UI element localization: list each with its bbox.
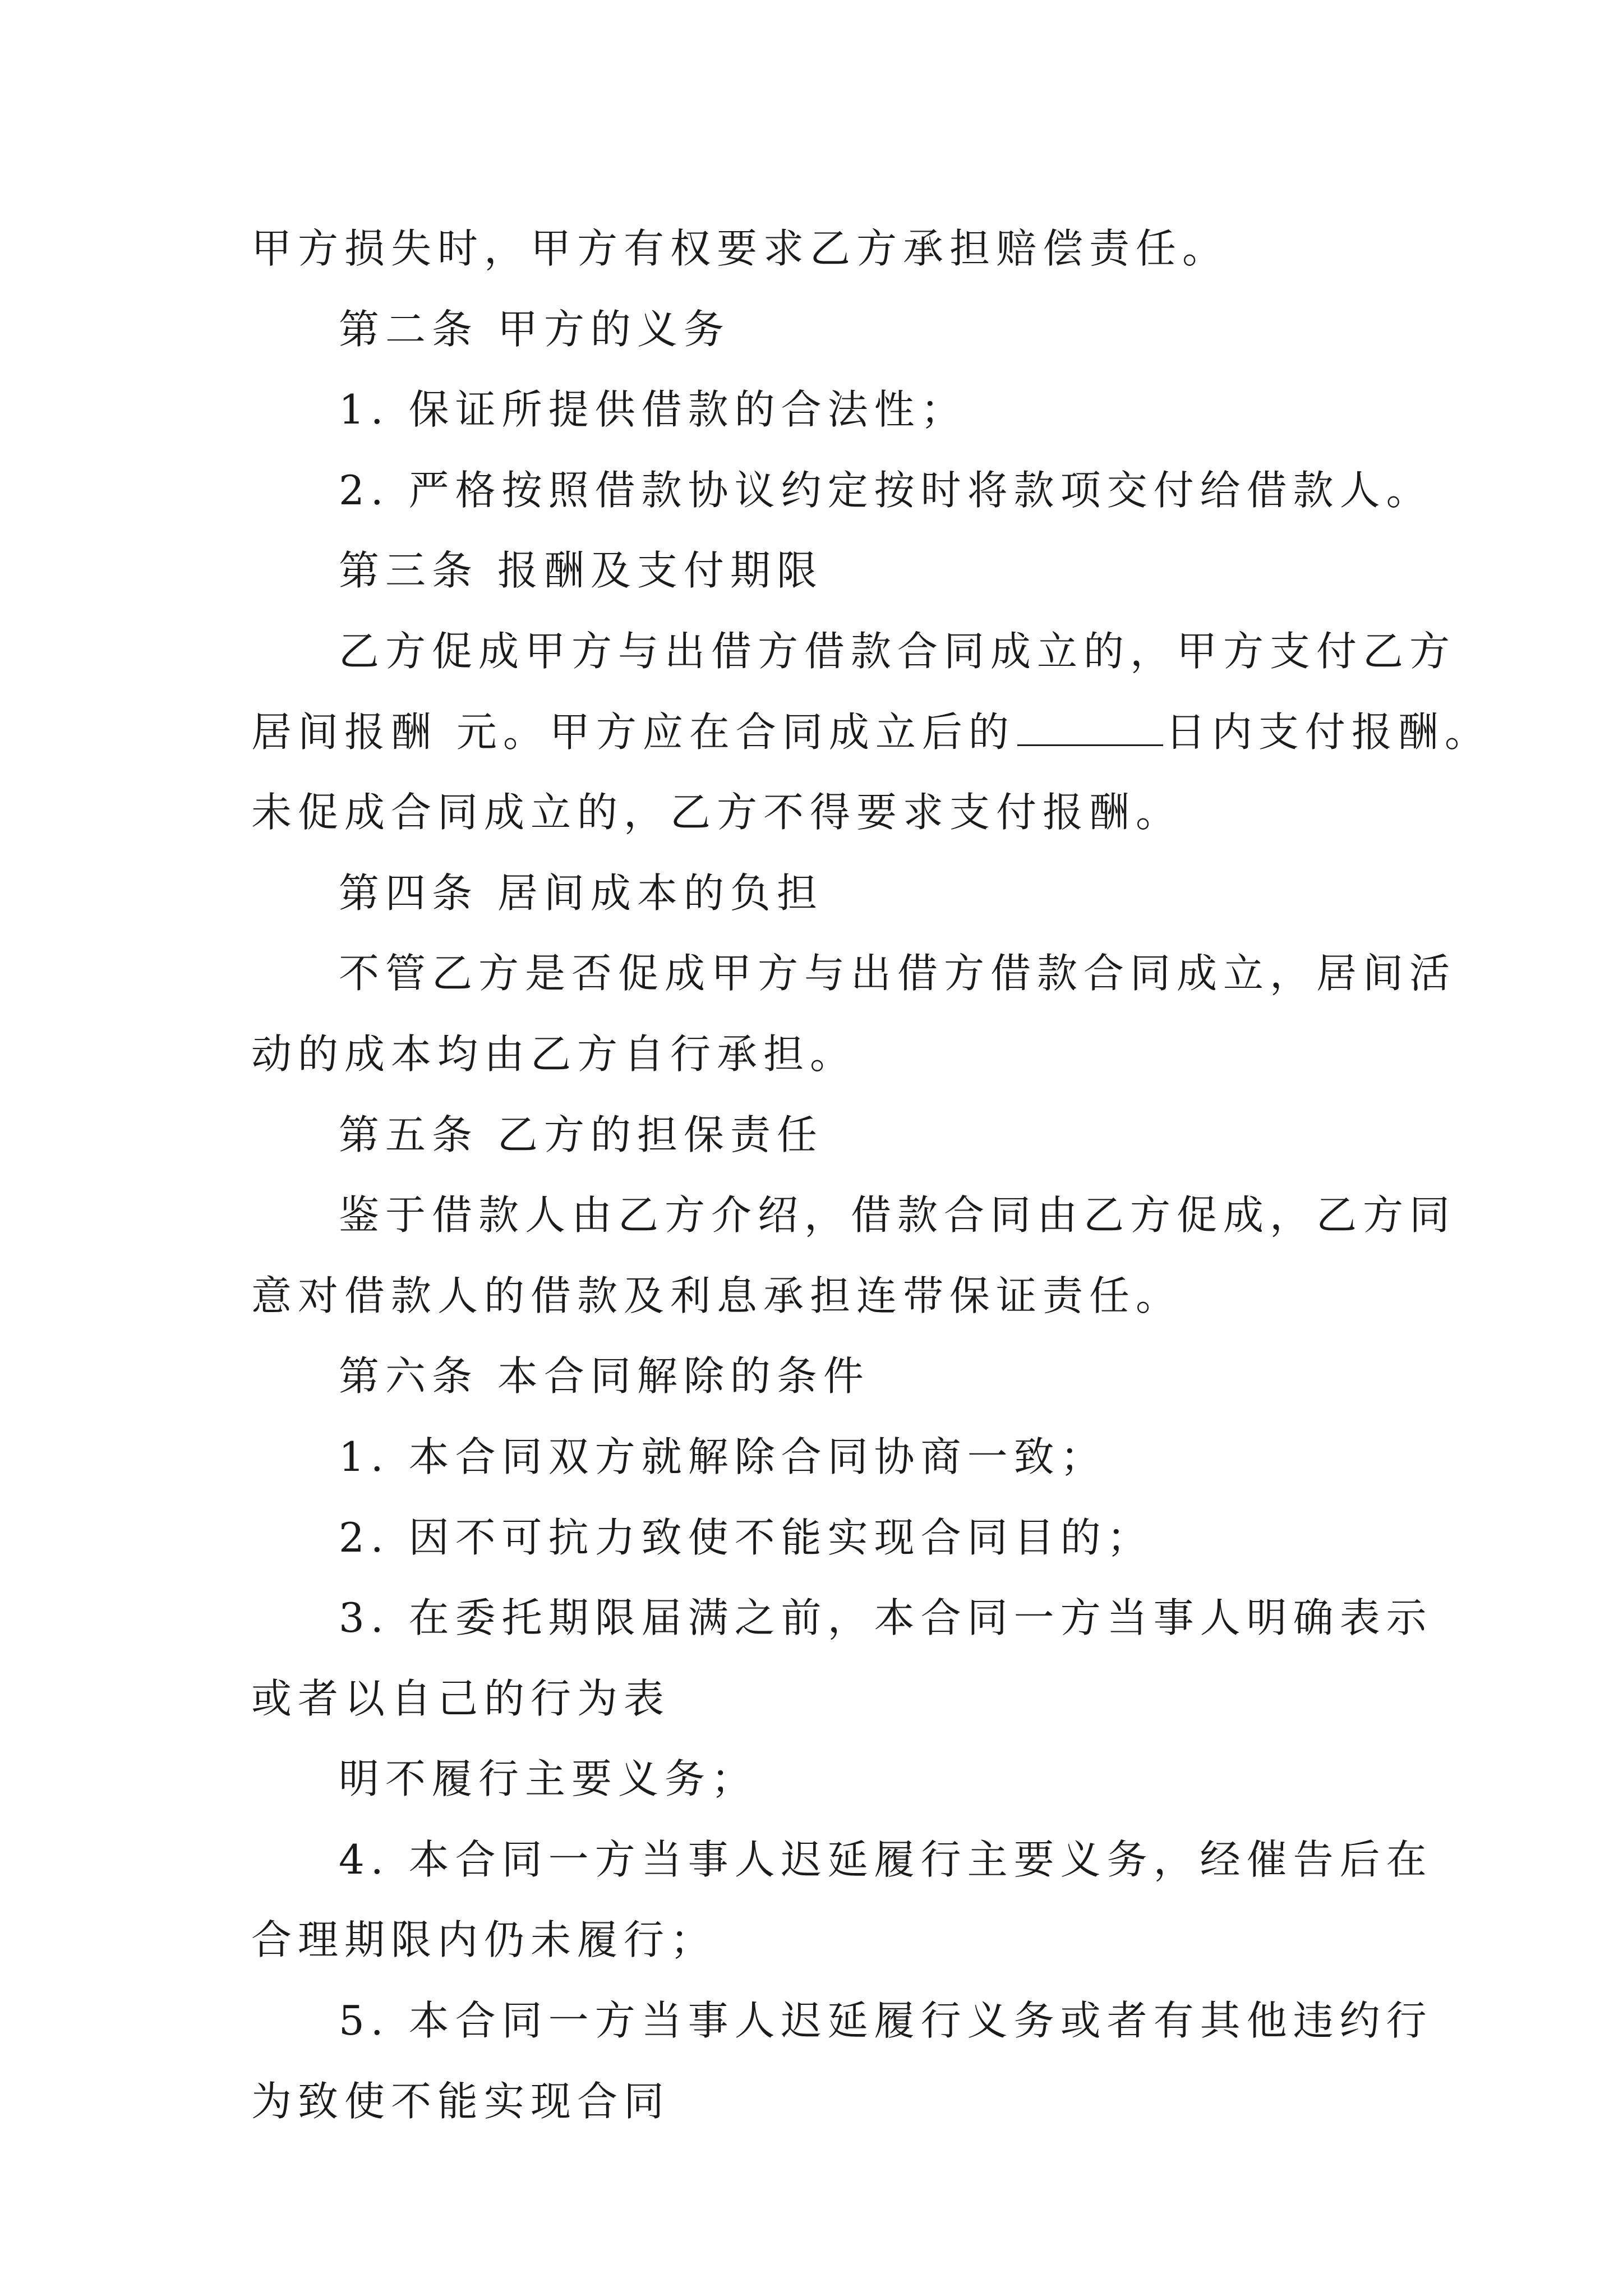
text-line: 意对借款人的借款及利息承担连带保证责任。 <box>251 1272 1183 1319</box>
list-item: 1. 保证所提供借款的合法性； <box>339 386 967 434</box>
text-segment: 日内支付报酬。 <box>1165 708 1491 756</box>
document-body <box>251 209 1491 2142</box>
text-line: 合理期限内仍未履行； <box>251 1916 717 1964</box>
fill-in-blank <box>1017 711 1163 746</box>
text-line: 不管乙方是否促成甲方与出借方借款合同成立，居间活 <box>339 950 1456 997</box>
text-line-with-blank <box>251 692 1491 773</box>
text-line: 为致使不能实现合同 <box>251 2077 671 2125</box>
list-item: 1. 本合同双方就解除合同协商一致； <box>339 1433 1107 1480</box>
text-line: 未促成合同成立的，乙方不得要求支付报酬。 <box>251 789 1183 836</box>
article-heading-5: 第五条 乙方的担保责任 <box>339 1111 823 1158</box>
list-item: 5. 本合同一方当事人迟延履行义务或者有其他违约行 <box>339 1997 1433 2045</box>
article-heading-2: 第二条 甲方的义务 <box>339 305 730 353</box>
text-line: 或者以自己的行为表 <box>251 1674 671 1722</box>
text-line: 甲方损失时，甲方有权要求乙方承担赔偿责任。 <box>251 225 1229 272</box>
list-item: 2. 严格按照借款协议约定按时将款项交付给借款人。 <box>339 466 1433 514</box>
text-line: 鉴于借款人由乙方介绍，借款合同由乙方促成，乙方同 <box>339 1191 1456 1239</box>
article-heading-4: 第四条 居间成本的负担 <box>339 869 823 917</box>
list-item: 2. 因不可抗力致使不能实现合同目的； <box>339 1513 1154 1561</box>
list-item: 4. 本合同一方当事人迟延履行主要义务，经催告后在 <box>339 1835 1433 1883</box>
text-segment: 居间报酬 元。甲方应在合同成立后的 <box>251 708 1015 756</box>
text-line: 动的成本均由乙方自行承担。 <box>251 1030 857 1078</box>
article-heading-6: 第六条 本合同解除的条件 <box>339 1352 870 1400</box>
article-heading-3: 第三条 报酬及支付期限 <box>339 547 823 595</box>
list-item: 3. 在委托期限届满之前，本合同一方当事人明确表示 <box>339 1594 1433 1642</box>
text-line: 乙方促成甲方与出借方借款合同成立的，甲方支付乙方 <box>339 627 1456 675</box>
text-line: 明不履行主要义务； <box>339 1755 758 1803</box>
